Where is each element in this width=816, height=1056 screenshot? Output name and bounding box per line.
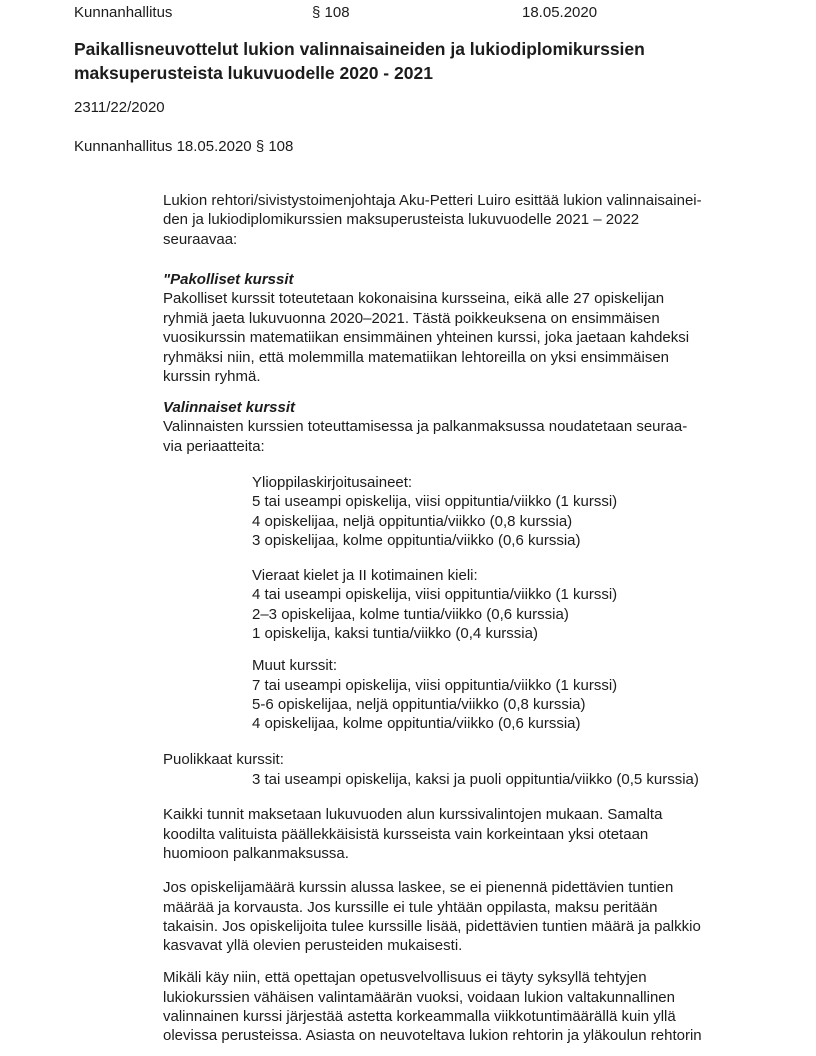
puolikkaat-rule: 3 tai useampi opiskelija, kaksi ja puoli oppituntia/viikko (0,5 kurssia) <box>252 770 699 788</box>
page-title: Paikallisneuvottelut lukion valinnaisaineiden ja lukiodiplomikurssien maksuperusteista lukuvuodelle 2020 - 2021 <box>74 39 645 83</box>
meeting-reference: Kunnanhallitus 18.05.2020 § 108 <box>74 138 294 155</box>
header-organization: Kunnanhallitus <box>74 4 173 21</box>
case-number: 2311/22/2020 <box>74 99 165 116</box>
paragraph-intro: Lukion rehtori/sivistystoimenjohtaja Aku-Petteri Luiro esittää lukion valinnaisainei- den ja lukiodiplomikurssien maksuperusteista lukuvuodelle 2021 – 2022 seuraavaa: <box>163 192 702 248</box>
paragraph-valinnaiset: Valinnaisten kurssien toteuttamisessa ja palkanmaksussa noudatetaan seuraa- via periaatteita: <box>163 418 688 455</box>
paragraph-kaikki-tunnit: Kaikki tunnit maksetaan lukuvuoden alun kurssivalintojen mukaan. Samalta koodilta valituista päällekkäisistä kursseista vain korkeintaan yksi otetaan huomioon palkanmaksussa. <box>163 806 663 862</box>
section-heading-pakolliset: "Pakolliset kurssit <box>163 271 294 289</box>
paragraph-pakolliset: Pakolliset kurssit toteutetaan kokonaisina kursseina, eikä alle 27 opiskelijan ryhmiä jaeta lukuvuonna 2020–2021. Tästä poikkeuksena on ensimmäisen vuosikurssin matematiikan ensimmäinen yhteinen kurssi, joka jaetaan kahdeksi ryhmäksi niin, että molemmilla matematiikan lehtoreilla on yksi ensimmäisen kurssin ryhmä. <box>163 290 690 386</box>
header-section-number: § 108 <box>312 4 350 21</box>
section-puolikkaat <box>74 750 776 789</box>
puolikkaat-label: Puolikkaat kurssit: <box>163 751 284 769</box>
section-valinnaiset <box>163 398 743 456</box>
section-pakolliset <box>163 270 743 386</box>
paragraph-mikali-kay: Mikäli käy niin, että opettajan opetusvelvollisuus ei täyty syksyllä tehtyjen lukiokurssien vähäisen valintamäärän vuoksi, voidaan lukion valtakunnallinen valinnainen kurssi järjestää astetta korkeammalla viikkotuntimäärällä kuin yllä olevissa perusteissa. Asiasta on neuvoteltava lukion rehtorin ja yläkoulun rehtorin <box>163 969 702 1045</box>
list-ylioppilaskirjoitusaineet: Ylioppilaskirjoitusaineet: 5 tai useampi opiskelija, viisi oppituntia/viikko (1 kurssi) 4 opiskelijaa, neljä oppituntia/viikko (0,8 kurssia) 3 opiskelijaa, kolme oppituntia/viikko (0,6 kurssia) <box>252 474 618 550</box>
header-date: 18.05.2020 <box>522 4 598 21</box>
list-vieraat-kielet: Vieraat kielet ja II kotimainen kieli: 4 tai useampi opiskelija, viisi oppituntia/viikko (1 kurssi) 2–3 opiskelijaa, kolme tuntia/viikko (0,6 kurssia) 1 opiskelija, kaksi tuntia/viikko (0,4 kurssia) <box>252 567 618 643</box>
document-header <box>74 3 776 22</box>
list-muut-kurssit: Muut kurssit: 7 tai useampi opiskelija, viisi oppituntia/viikko (1 kurssi) 5-6 opiskelijaa, neljä oppituntia/viikko (0,8 kurssia) 4 opiskelijaa, kolme oppituntia/viikko (0,6 kurssia) <box>252 657 618 733</box>
section-heading-valinnaiset: Valinnaiset kurssit <box>163 399 295 417</box>
paragraph-jos-opiskelijamaara: Jos opiskelijamäärä kurssin alussa laskee, se ei pienennä pidettävien tuntien määrää ja korvausta. Jos kurssille ei tule yhtään oppilasta, maksu peritään takaisin. Jos opiskelijoita tulee kurssille lisää, pidettävien tuntien määrä ja palkkio kasvavat yllä olevien perusteiden mukaisesti. <box>163 879 701 955</box>
